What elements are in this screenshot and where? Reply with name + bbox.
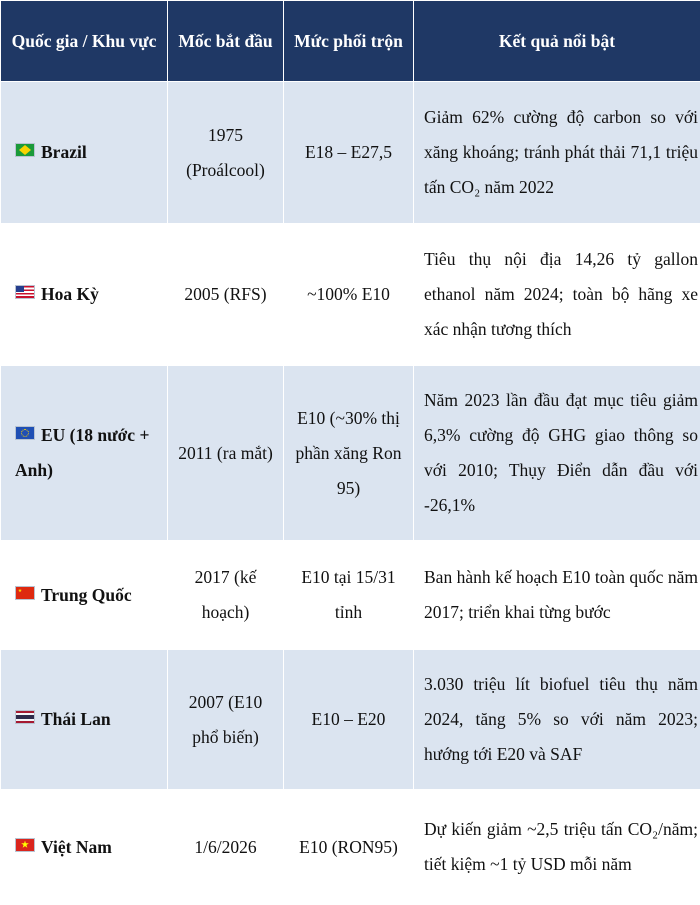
vietnam-flag-icon	[15, 838, 35, 852]
blend-cell: E10 (~30% thị phần xăng Ron 95)	[284, 366, 414, 541]
header-result: Kết quả nổi bật	[414, 1, 700, 82]
usa-flag-icon	[15, 285, 35, 299]
result-cell: 3.030 triệu lít biofuel tiêu thụ năm 2024, tăng 5% so với năm 2023; hướng tới E20 và SAF	[414, 650, 700, 790]
blend-cell: E10 (RON95)	[284, 790, 414, 905]
china-flag-icon	[15, 586, 35, 600]
table-row	[1, 82, 700, 224]
table-row	[1, 366, 700, 541]
result-cell: Ban hành kế hoạch E10 toàn quốc năm 2017; triển khai từng bước	[414, 541, 700, 650]
country-cell	[1, 366, 168, 541]
header-country: Quốc gia / Khu vực	[1, 1, 168, 82]
brazil-flag-icon	[15, 143, 35, 157]
country-cell	[1, 541, 168, 650]
country-name: Brazil	[41, 142, 87, 162]
header-row	[1, 1, 700, 82]
start-cell: 2017 (kế hoạch)	[168, 541, 284, 650]
start-cell: 2007 (E10 phổ biến)	[168, 650, 284, 790]
header-start: Mốc bắt đầu	[168, 1, 284, 82]
eu-flag-icon	[15, 426, 35, 440]
start-cell: 2011 (ra mắt)	[168, 366, 284, 541]
blend-cell: ~100% E10	[284, 224, 414, 366]
country-name: Việt Nam	[41, 836, 112, 857]
result-cell: Năm 2023 lần đầu đạt mục tiêu giảm 6,3% cường độ GHG giao thông so với 2010; Thụy Điển dẫn đầu với -26,1%	[414, 366, 700, 541]
country-cell	[1, 224, 168, 366]
result-cell: Dự kiến giảm ~2,5 triệu tấn CO₂/năm; tiết kiệm ~1 tỷ USD mỗi năm	[414, 790, 700, 905]
country-name: Trung Quốc	[41, 584, 132, 605]
blend-cell: E10 – E20	[284, 650, 414, 790]
blend-cell: E18 – E27,5	[284, 82, 414, 224]
result-cell: Tiêu thụ nội địa 14,26 tỷ gallon ethanol năm 2024; toàn bộ hãng xe xác nhận tương thích	[414, 224, 700, 366]
header-blend: Mức phối trộn	[284, 1, 414, 82]
country-cell	[1, 650, 168, 790]
table-row	[1, 790, 700, 905]
start-cell: 1/6/2026	[168, 790, 284, 905]
country-name: Hoa Kỳ	[41, 284, 99, 304]
start-cell: 2005 (RFS)	[168, 224, 284, 366]
thailand-flag-icon	[15, 710, 35, 724]
table-row	[1, 224, 700, 366]
country-cell	[1, 790, 168, 905]
country-cell	[1, 82, 168, 224]
table-row	[1, 541, 700, 650]
blend-cell: E10 tại 15/31 tỉnh	[284, 541, 414, 650]
result-cell: Giảm 62% cường độ carbon so với xăng khoáng; tránh phát thải 71,1 triệu tấn CO₂ năm 2022	[414, 82, 700, 224]
start-cell: 1975 (Proálcool)	[168, 82, 284, 224]
table-row	[1, 650, 700, 790]
country-name: EU (18 nước + Anh)	[15, 425, 150, 480]
country-name: Thái Lan	[41, 709, 111, 729]
